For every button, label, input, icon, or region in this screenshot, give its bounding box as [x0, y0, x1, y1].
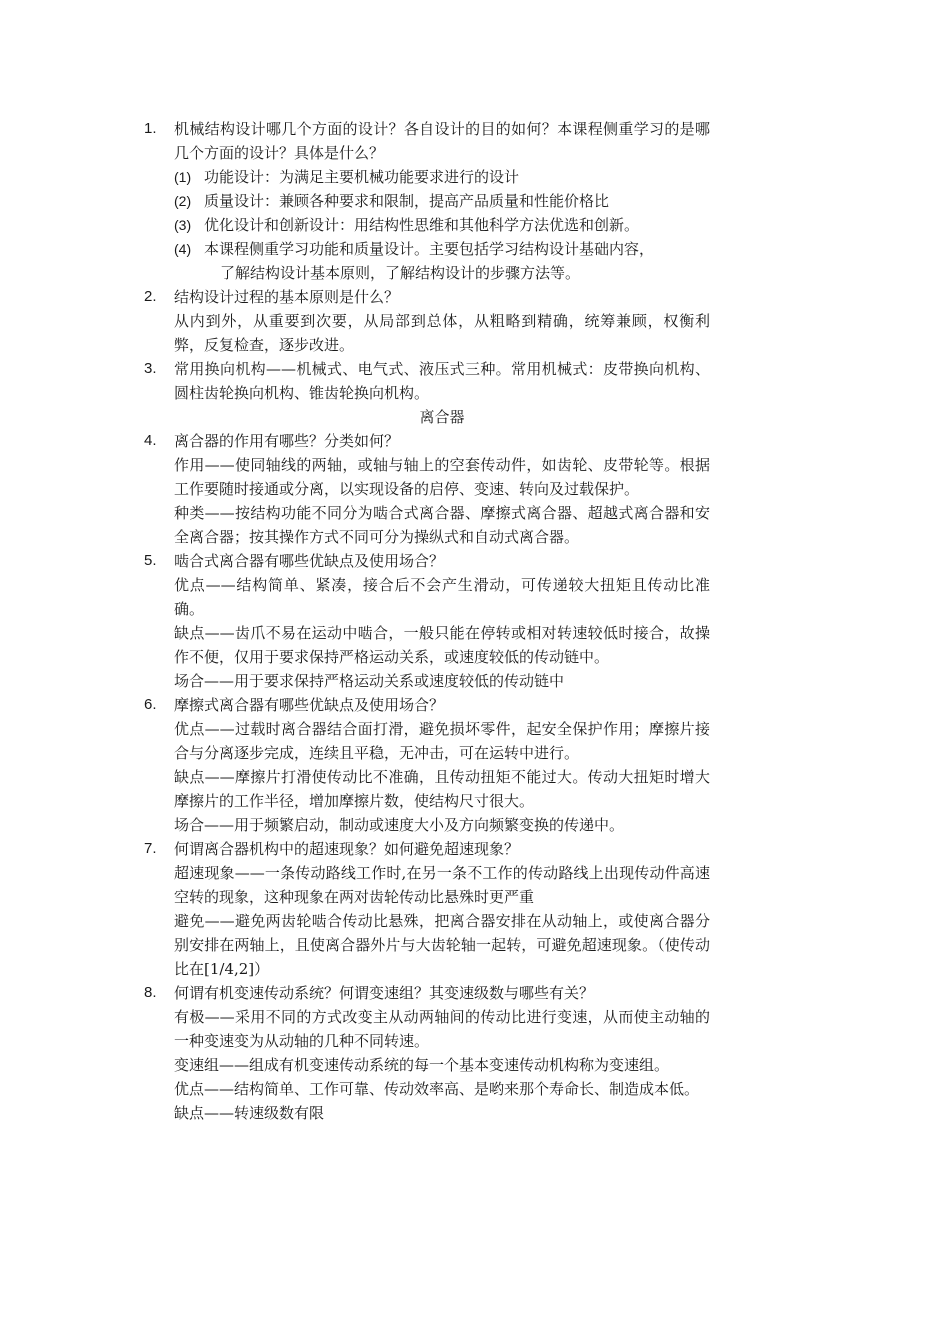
item-number: 1.	[144, 120, 157, 137]
question-text: 离合器的作用有哪些？分类如何？	[174, 432, 400, 450]
sub-item-2	[174, 189, 710, 213]
sub-item-number: (1)	[174, 169, 192, 185]
item-number: 5.	[144, 552, 157, 569]
item-number: 6.	[144, 696, 157, 713]
question-item-8	[144, 981, 710, 1125]
question-item-1	[144, 117, 710, 285]
answer-text: 场合——用于要求保持严格运动关系或速度较低的传动链中	[174, 672, 565, 690]
answer-text: 缺点——转速级数有限	[174, 1104, 325, 1122]
sub-item-text: 优化设计和创新设计：用结构性思维和其他科学方法优选和创新。	[204, 216, 640, 234]
question-item-3	[144, 357, 710, 405]
answer-text: 种类——按结构功能不同分为啮合式离合器、摩擦式离合器、超越式离合器和安全离合器；按其操作方式不同可分为操纵式和自动式离合器。	[174, 504, 710, 546]
answer-text: 优点——过载时离合器结合面打滑，避免损坏零件，起安全保护作用；摩擦片接合与分离逐步完成，连续且平稳，无冲击，可在运转中进行。	[174, 720, 710, 762]
answer-text: 从内到外，从重要到次要，从局部到总体，从粗略到精确，统筹兼顾，权衡利弊，反复检查，逐步改进。	[174, 312, 710, 354]
sub-item-text: 功能设计：为满足主要机械功能要求进行的设计	[204, 168, 520, 186]
sub-item-3	[174, 213, 710, 237]
answer-text: 缺点——摩擦片打滑使传动比不准确，且传动扭矩不能过大。传动大扭矩时增大摩擦片的工作半径，增加摩擦片数，使结构尺寸很大。	[174, 768, 710, 810]
question-item-2	[144, 285, 710, 357]
answer-text: 缺点——齿爪不易在运动中啮合，一般只能在停转或相对转速较低时接合，故操作不便，仅用于要求保持严格运动关系，或速度较低的传动链中。	[174, 624, 710, 666]
sub-item-number: (2)	[174, 193, 192, 209]
sub-item-text: 本课程侧重学习功能和质量设计。主要包括学习结构设计基础内容，	[204, 240, 655, 258]
sub-item-number: (4)	[174, 241, 192, 257]
item-number: 3.	[144, 360, 157, 377]
question-text: 常用换向机构——机械式、电气式、液压式三种。常用机械式：皮带换向机构、圆柱齿轮换向机构、锥齿轮换向机构。	[174, 360, 710, 402]
sub-item-number: (3)	[174, 217, 192, 233]
question-item-4	[144, 429, 710, 549]
answer-text: 场合——用于频繁启动，制动或速度大小及方向频繁变换的传递中。	[174, 816, 625, 834]
question-text: 结构设计过程的基本原则是什么？	[174, 288, 400, 306]
answer-text: 优点——结构简单、紧凑，接合后不会产生滑动，可传递较大扭矩且传动比准确。	[174, 576, 710, 618]
item-number: 2.	[144, 288, 157, 305]
sub-item-4	[174, 237, 710, 285]
sub-item-text-continued: 了解结构设计基本原则，了解结构设计的步骤方法等。	[220, 264, 581, 282]
answer-text: 超速现象——一条传动路线工作时,在另一条不工作的传动路线上出现传动件高速空转的现象，这种现象在两对齿轮传动比悬殊时更严重	[174, 864, 710, 906]
sub-item-1	[174, 165, 710, 189]
item-number: 7.	[144, 840, 157, 857]
question-text: 何谓有机变速传动系统？何谓变速组？其变速级数与哪些有关？	[174, 984, 595, 1002]
item-number: 4.	[144, 432, 157, 449]
item-number: 8.	[144, 984, 157, 1001]
answer-text: 有极——采用不同的方式改变主从动两轴间的传动比进行变速，从而使主动轴的一种变速变为从动轴的几种不同转速。	[174, 1008, 710, 1050]
question-item-7	[144, 837, 710, 981]
answer-text: 变速组——组成有机变速传动系统的每一个基本变速传动机构称为变速组。	[174, 1056, 670, 1074]
question-item-5	[144, 549, 710, 693]
question-text: 机械结构设计哪几个方面的设计？各自设计的目的如何？本课程侧重学习的是哪几个方面的设计？具体是什么？	[174, 120, 710, 162]
question-text: 何谓离合器机构中的超速现象？如何避免超速现象？	[174, 840, 520, 858]
question-item-6	[144, 693, 710, 837]
section-heading: 离合器	[419, 408, 465, 426]
document-body	[144, 117, 710, 1125]
sub-item-text: 质量设计：兼顾各种要求和限制，提高产品质量和性能价格比	[204, 192, 610, 210]
answer-text: 优点——结构简单、工作可靠、传动效率高、是哟来那个寿命长、制造成本低。	[174, 1080, 700, 1098]
answer-text: 作用——使同轴线的两轴，或轴与轴上的空套传动件，如齿轮、皮带轮等。根据工作要随时接通或分离，以实现设备的启停、变速、转向及过载保护。	[174, 456, 710, 498]
question-text: 摩擦式离合器有哪些优缺点及使用场合？	[174, 696, 445, 714]
question-text: 啮合式离合器有哪些优缺点及使用场合？	[174, 552, 445, 570]
answer-text: 避免——避免两齿轮啮合传动比悬殊，把离合器安排在从动轴上，或使离合器分别安排在两轴上，且使离合器外片与大齿轮轴一起转，可避免超速现象。（使传动比在[1/4,2]）	[174, 912, 710, 978]
